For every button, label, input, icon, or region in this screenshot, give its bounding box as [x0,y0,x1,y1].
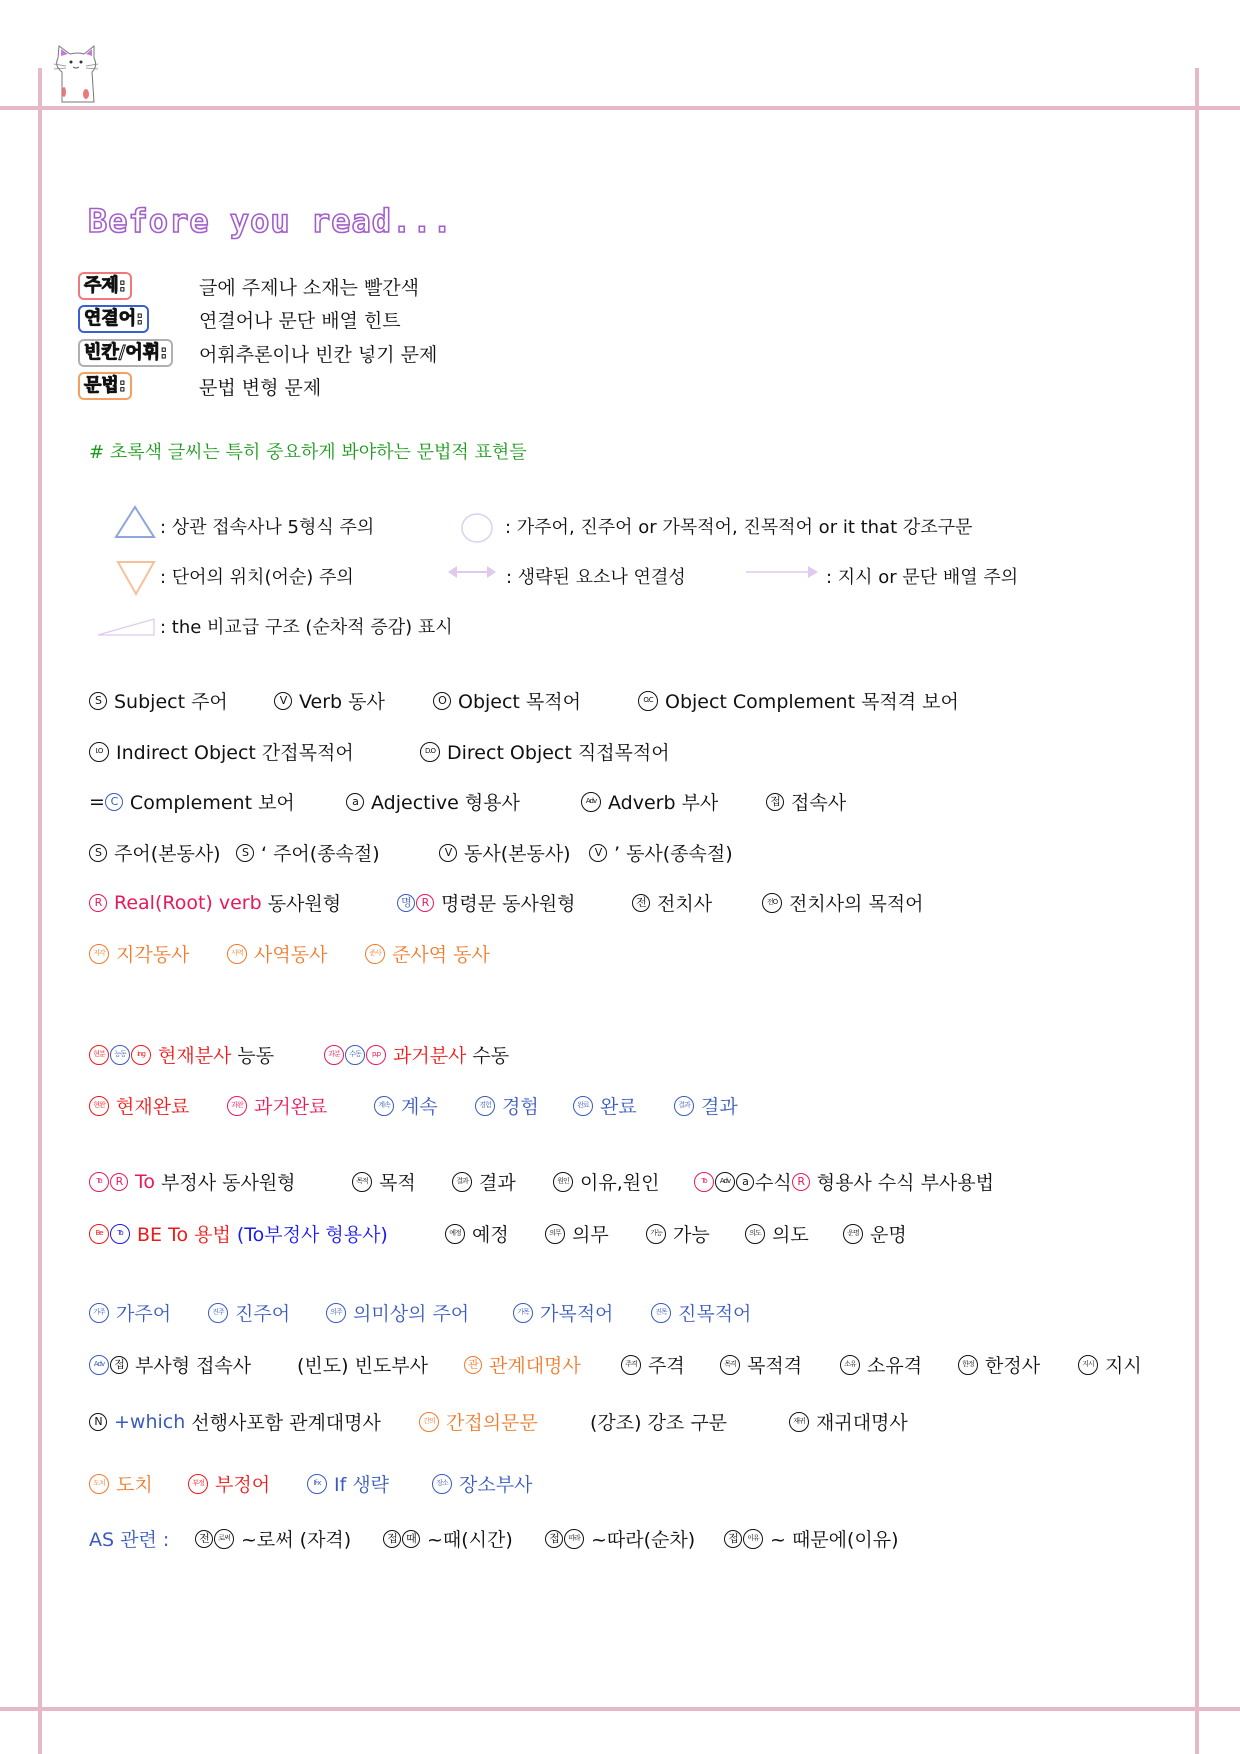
term-text: 의도 [772,1224,809,1246]
grammar-item [638,687,959,714]
grammar-item [452,1168,516,1195]
term-text: 명령문 동사원형 [441,893,576,915]
circled-symbol-icon: 재귀 [789,1412,809,1432]
circled-symbol-icon: S [236,844,254,862]
term-text: 과거완료 [254,1096,328,1118]
inverted-triangle-desc: : 단어의 위치(어순) 주의 [160,567,354,588]
term-text: 장소부사 [459,1474,533,1496]
grammar-item [621,1351,685,1378]
legend-box-label: 빈칸/어휘: [78,339,173,367]
grammar-item [513,1299,613,1326]
grammar-item [439,839,571,866]
term-text: 준사역 동사 [392,944,490,966]
frame-line-left [38,68,42,1754]
legend-box-desc: 연결어나 문단 배열 힌트 [199,310,401,332]
term-text: 목적격 [747,1355,803,1377]
grammar-item [420,738,670,765]
equals-sign: = [89,790,105,813]
term-text: 부정어 [215,1474,271,1496]
circled-symbol-icon: C [105,793,123,811]
term-text: 부정사 동사원형 [161,1172,296,1194]
inverted-triangle-icon [116,560,156,596]
grammar-item [958,1351,1040,1378]
circled-symbol-icon: 경험 [475,1096,495,1116]
circled-symbol-icon: S [89,844,107,862]
term-text: Adjective 형용사 [371,792,520,814]
grammar-item [475,1092,539,1119]
term-text: 지시 [1105,1355,1142,1377]
legend-box-label: 주제: [78,272,132,300]
circled-symbol-icon: 가능 [646,1224,666,1244]
circled-symbol-icon: 사역 [227,944,247,964]
grammar-item [227,1092,327,1119]
grammar-item [383,1525,513,1552]
circled-symbol-icon: To [694,1172,714,1192]
circled-symbol-icon: Adv [89,1355,109,1375]
circled-symbol-icon: 따라 [564,1529,584,1549]
grammar-item [646,1220,710,1247]
circled-symbol-icon: 접 [545,1530,563,1548]
circled-symbol-icon: a [736,1173,754,1191]
cat-illustration [52,44,108,106]
wedge-icon [96,617,158,637]
grammar-item [89,788,295,815]
term-text: ‘ 주어(종속절) [261,843,380,865]
term-text: 경험 [502,1096,539,1118]
circled-symbol-icon: 결과 [674,1096,694,1116]
grammar-item [352,1168,416,1195]
circled-symbol-icon: 간의 [419,1412,439,1432]
grammar-item [274,687,385,714]
grammar-item [227,940,327,967]
circled-symbol-icon: 전O [762,893,782,913]
grammar-item [89,940,189,967]
term-text: 관계대명사 [489,1355,581,1377]
circled-symbol-icon: 완료 [573,1096,593,1116]
grammar-item [419,1408,538,1435]
circled-symbol-icon: 로써 [214,1529,234,1549]
circled-symbol-icon: 의주 [326,1303,346,1323]
grammar-item [840,1351,922,1378]
term-text: 동사(본동사) [464,843,571,865]
circled-symbol-icon: S [89,692,107,710]
term-text: 주어(본동사) [114,843,221,865]
term-text: Object Complement 목적격 보어 [665,691,959,713]
term-text: 사역동사 [254,944,328,966]
triangle-icon [114,505,156,539]
circled-symbol-icon: To [110,1224,130,1244]
term-text: 능동 [237,1045,275,1067]
legend-box-desc: 문법 변형 문제 [199,377,322,399]
grammar-item [297,1351,428,1378]
circled-symbol-icon: 이유 [743,1529,763,1549]
circled-symbol-icon: 현완 [89,1096,109,1116]
term-text: 도치 [116,1474,153,1496]
term-text: 계속 [401,1096,438,1118]
circled-symbol-icon: Adv [581,792,601,812]
frame-line-top [0,106,1240,110]
frame-line-right [1195,68,1199,1754]
circled-symbol-icon: Adv [715,1172,735,1192]
legend-box-label: 문법: [78,372,132,400]
triangle-desc: : 상관 접속사나 5형식 주의 [160,517,375,538]
circled-symbol-icon: 진주 [208,1303,228,1323]
circled-symbol-icon: 과분 [324,1045,344,1065]
circled-symbol-icon: 한정 [958,1355,978,1375]
circled-symbol-icon: N [89,1413,107,1431]
term-text: AS 관련 : [89,1529,170,1551]
circled-symbol-icon: 접 [724,1530,742,1548]
term-text: 전치사 [657,893,713,915]
circled-symbol-icon: p.p [366,1045,386,1065]
grammar-item [589,839,733,866]
circled-symbol-icon: R [416,894,434,912]
term-text: 과거분사 [393,1045,467,1067]
term-text: 수동 [472,1045,510,1067]
grammar-item [745,1220,809,1247]
grammar-item [374,1092,438,1119]
circled-symbol-icon: D.O [420,742,440,762]
double-arrow-icon [448,564,496,580]
circled-symbol-icon: 때 [402,1530,420,1548]
circled-symbol-icon: 결과 [452,1172,472,1192]
term-text: To [135,1170,156,1193]
term-text: 결과 [701,1096,738,1118]
grammar-item [89,889,341,916]
term-text: Subject 주어 [114,691,228,713]
circled-symbol-icon: 과완 [227,1096,247,1116]
circled-symbol-icon: 의도 [745,1224,765,1244]
term-text: ’ 동사(종속절) [614,843,733,865]
term-text: ~ 때문에(이유) [770,1529,899,1551]
circled-symbol-icon: 주격 [621,1355,641,1375]
circled-symbol-icon: 목적 [352,1172,372,1192]
frame-line-bottom [0,1707,1240,1711]
term-text: (To부정사 형용사) [236,1224,388,1246]
arrow-desc: : 지시 or 문단 배열 주의 [826,567,1019,588]
circle-icon [460,512,494,544]
term-text: 전치사의 목적어 [789,893,924,915]
term-text: Direct Object 직접목적어 [447,742,670,764]
term-text: 현재분사 [158,1045,232,1067]
circled-symbol-icon: V [439,844,457,862]
circled-symbol-icon: R [792,1173,810,1191]
term-text: 예정 [472,1224,509,1246]
grammar-item [89,1408,381,1435]
circled-symbol-icon: 전 [195,1530,213,1548]
circled-symbol-icon: a [346,793,364,811]
grammar-item [553,1168,659,1195]
grammar-item [324,1041,509,1068]
term-text: 소유격 [867,1355,923,1377]
term-text: Object 목적어 [458,691,581,713]
term-text: Real(Root) verb [114,891,262,914]
circled-symbol-icon: 도치 [89,1474,109,1494]
term-text: +which [114,1410,186,1433]
term-text: 목적 [379,1172,416,1194]
legend-box-desc: 어휘추론이나 빈칸 넣기 문제 [199,344,438,366]
grammar-item [789,1408,908,1435]
circled-symbol-icon: 접 [766,793,784,811]
page-title: Before you read... [88,202,453,240]
circled-symbol-icon: 계속 [374,1096,394,1116]
circled-symbol-icon: 관 [464,1356,482,1374]
grammar-item [724,1525,899,1552]
grammar-item [674,1092,738,1119]
term-text: 의무 [572,1224,609,1246]
grammar-item [89,738,354,765]
grammar-item [1078,1351,1142,1378]
grammar-item [843,1220,907,1247]
grammar-item [651,1299,751,1326]
grammar-item [89,1470,153,1497]
grammar-item [573,1092,637,1119]
term-text: ~따라(순차) [591,1529,696,1551]
term-text: 완료 [600,1096,637,1118]
circled-symbol-icon: 운명 [843,1224,863,1244]
circled-symbol-icon: 전 [632,894,650,912]
term-text: ~로써 (자격) [241,1529,352,1551]
grammar-item [590,1408,727,1435]
grammar-item [236,839,380,866]
term-text: (강조) 강조 구문 [590,1412,728,1434]
term-text: Verb 동사 [299,691,385,713]
green-note: # 초록색 글씨는 특히 중요하게 봐야하는 문법적 표현들 [89,442,527,463]
grammar-item [89,1092,189,1119]
grammar-item [89,1351,251,1378]
circled-symbol-icon: O [433,692,451,710]
circled-symbol-icon: ing [131,1045,151,1065]
term-text: 진주어 [235,1303,291,1325]
grammar-item [445,1220,509,1247]
legend-box-desc: 글에 주제나 소재는 빨간색 [199,277,420,299]
term-text: 가목적어 [540,1303,614,1325]
term-text: 동사원형 [267,893,342,915]
term-text: Complement 보어 [129,792,295,814]
circled-symbol-icon: 부정 [188,1474,208,1494]
circled-symbol-icon: 원인 [553,1172,573,1192]
grammar-item [365,940,490,967]
circled-symbol-icon: 예정 [445,1224,465,1244]
grammar-item [195,1525,351,1552]
circled-symbol-icon: V [589,844,607,862]
grammar-item [89,687,228,714]
grammar-item [694,1168,994,1195]
grammar-item [762,889,924,916]
grammar-item [432,1470,532,1497]
grammar-item [89,1525,169,1552]
circled-symbol-icon: 능동 [110,1045,130,1065]
circled-symbol-icon: 지각 [89,944,109,964]
term-text: 선행사포함 관계대명사 [191,1412,381,1434]
legend-box-label: 연결어: [78,305,149,333]
circled-symbol-icon: 목격 [720,1355,740,1375]
term-text: 지각동사 [116,944,190,966]
circled-symbol-icon: 장소 [432,1474,452,1494]
grammar-item [89,1220,388,1247]
circled-symbol-icon: 가목 [513,1303,533,1323]
grammar-item [581,788,718,815]
grammar-item [307,1470,389,1497]
term-text: 가주어 [116,1303,172,1325]
term-text: Indirect Object 간접목적어 [116,742,354,764]
grammar-item [397,889,576,916]
grammar-item [632,889,712,916]
circle-desc: : 가주어, 진주어 or 가목적어, 진목적어 or it that 강조구문 [505,517,973,538]
circled-symbol-icon: 의무 [545,1224,565,1244]
grammar-item [766,788,846,815]
grammar-item [346,788,520,815]
term-text: 수식 [755,1172,792,1194]
term-text: 현재완료 [116,1096,190,1118]
circled-symbol-icon: R [110,1173,128,1191]
term-text: 운명 [870,1224,907,1246]
grammar-item [89,1168,296,1195]
term-text: 가능 [673,1224,710,1246]
circled-symbol-icon: If-x [307,1474,327,1494]
grammar-item [89,839,221,866]
wedge-desc: : the 비교급 구조 (순차적 증감) 표시 [160,617,453,638]
grammar-item [89,1299,171,1326]
term-text: 형용사 수식 부사용법 [816,1172,994,1194]
term-text: 의미상의 주어 [353,1303,470,1325]
term-text: (빈도) 빈도부사 [297,1355,428,1377]
grammar-item [188,1470,270,1497]
grammar-item [464,1351,581,1378]
grammar-item [545,1525,695,1552]
circled-symbol-icon: Be [89,1224,109,1244]
circled-symbol-icon: 진목 [651,1303,671,1323]
circled-symbol-icon: R [89,894,107,912]
grammar-item [89,1041,274,1068]
grammar-item [208,1299,290,1326]
circled-symbol-icon: 지시 [1078,1355,1098,1375]
circled-symbol-icon: 수동 [345,1045,365,1065]
grammar-item [545,1220,609,1247]
circled-symbol-icon: I.O [89,742,109,762]
term-text: 부사형 접속사 [135,1355,252,1377]
grammar-item [720,1351,802,1378]
term-text: 주격 [648,1355,685,1377]
term-text: 결과 [479,1172,516,1194]
term-text: 한정사 [985,1355,1041,1377]
circled-symbol-icon: 가주 [89,1303,109,1323]
term-text: 접속사 [791,792,847,814]
circled-symbol-icon: To [89,1172,109,1192]
circled-symbol-icon: 준사 [365,944,385,964]
term-text: ~때(시간) [427,1529,513,1551]
circled-symbol-icon: O.C [638,691,658,711]
circled-symbol-icon: 접 [383,1530,401,1548]
double-arrow-desc: : 생략된 요소나 연결성 [506,567,686,588]
grammar-item [433,687,581,714]
term-text: 재귀대명사 [816,1412,908,1434]
term-text: BE To 용법 [137,1224,231,1246]
arrow-icon [746,564,818,580]
circled-symbol-icon: V [274,692,292,710]
circled-symbol-icon: 소유 [840,1355,860,1375]
circled-symbol-icon: 현분 [89,1045,109,1065]
term-text: 간접의문문 [446,1412,538,1434]
circled-symbol-icon: 명 [397,894,415,912]
term-text: Adverb 부사 [608,792,719,814]
circled-symbol-icon: 접 [110,1356,128,1374]
term-text: 진목적어 [678,1303,752,1325]
term-text: 이유,원인 [580,1172,660,1194]
grammar-item [326,1299,469,1326]
term-text: If 생략 [334,1474,390,1496]
